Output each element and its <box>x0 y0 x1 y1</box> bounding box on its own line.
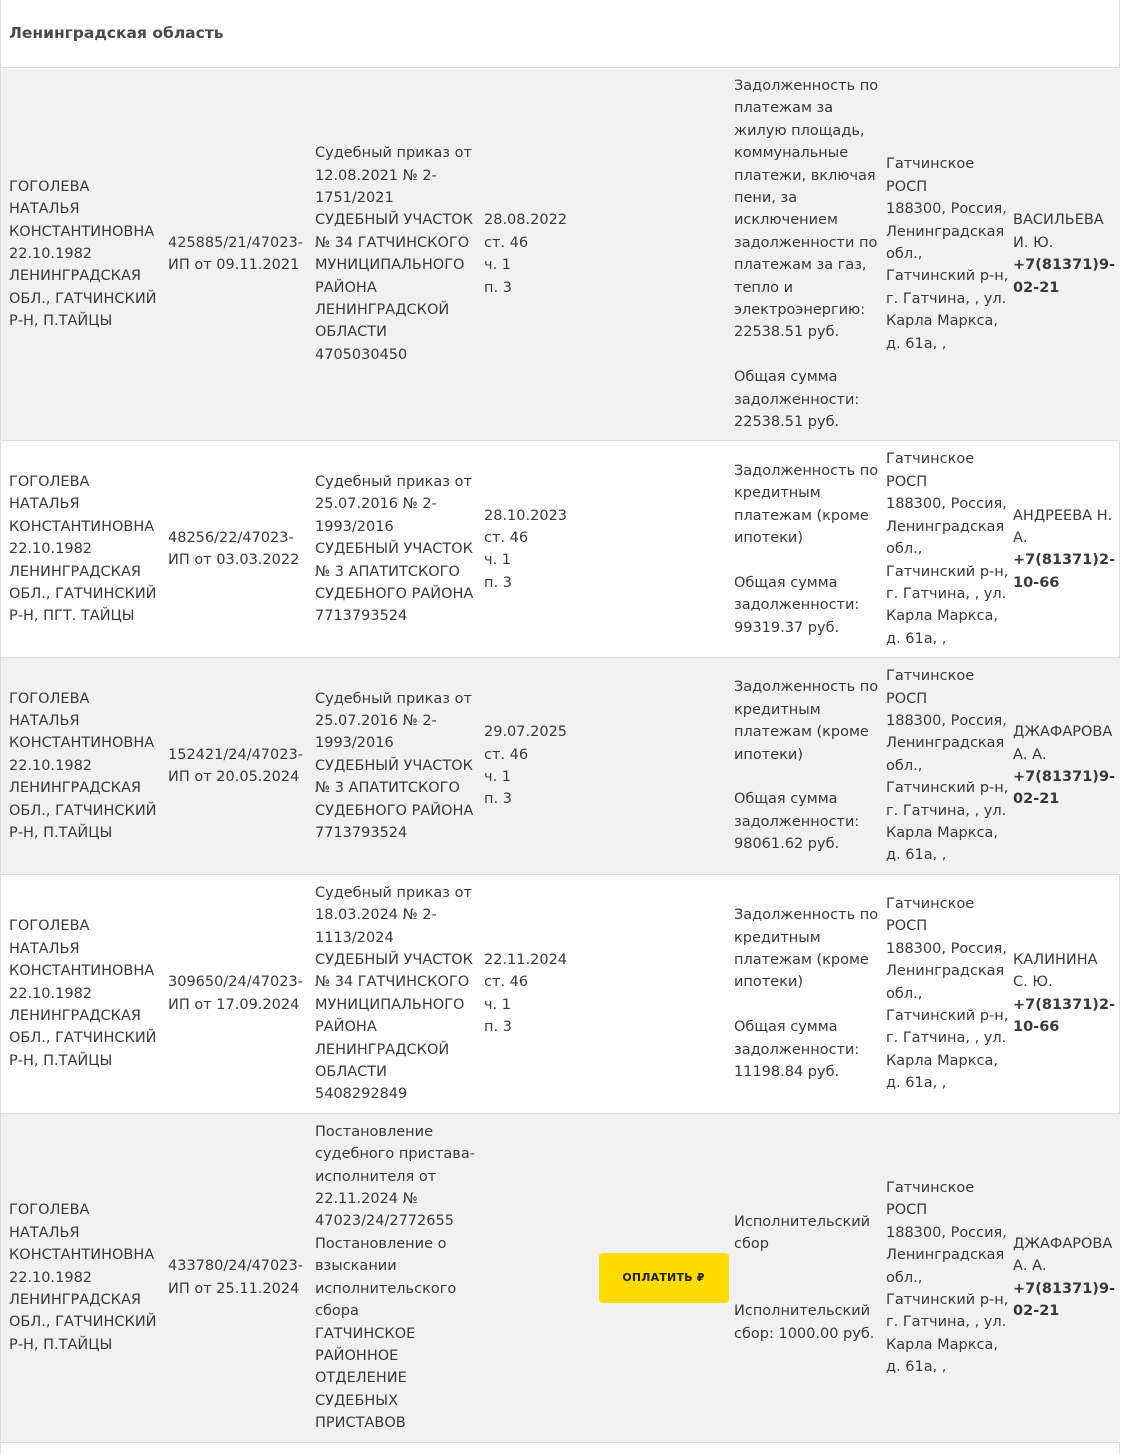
table-row <box>1 874 1120 1113</box>
department-line: обл., <box>886 541 923 558</box>
document-line: 18.03.2024 № 2- <box>315 907 437 924</box>
document-line: сбора <box>315 1303 359 1320</box>
subject-line: сбор <box>734 1235 769 1252</box>
document-line: РАЙОНА <box>315 1019 377 1036</box>
spacer <box>734 344 882 366</box>
region-title: Ленинградская область <box>1 0 1119 68</box>
document-line: № 34 ГАТЧИНСКОГО <box>315 234 470 251</box>
proceeding-cell <box>168 68 315 441</box>
end-reason-cell <box>484 874 597 1113</box>
debtor-line: Р-Н, П.ТАЙЦЫ <box>9 313 113 330</box>
proceeding-cell <box>168 874 315 1113</box>
debtor-line: 22.10.1982 <box>9 246 93 263</box>
end-reason-line: 28.08.2022 <box>484 212 568 229</box>
department-line: РОСП <box>886 178 928 195</box>
bailiff-line: С. Ю. <box>1013 974 1053 991</box>
end-reason-line: п. 3 <box>484 574 512 591</box>
subject-line: коммунальные <box>734 145 849 162</box>
end-reason-line: ч. 1 <box>484 768 512 785</box>
document-line: Постановление <box>315 1123 433 1140</box>
department-line: РОСП <box>886 690 928 707</box>
table-row <box>1 658 1120 875</box>
debtor-line: ОБЛ., ГАТЧИНСКИЙ <box>9 585 157 602</box>
document-line: 5408292849 <box>315 1086 408 1103</box>
debtor-line: ЛЕНИНГРАДСКАЯ <box>9 563 141 580</box>
phone-line: 10-66 <box>1013 1019 1060 1036</box>
subject-cell <box>734 1113 886 1442</box>
bailiff-line: ДЖАФАРОВА <box>1013 1235 1113 1252</box>
subject-line: платежи, включая <box>734 167 876 184</box>
phone-line: 02-21 <box>1013 1303 1060 1320</box>
subject-line: платежам за газ, <box>734 257 867 274</box>
bailiff-cell <box>1013 874 1120 1113</box>
document-line: 1993/2016 <box>315 518 394 535</box>
total-line: 11198.84 руб. <box>734 1064 840 1081</box>
department-line: г. Гатчина, , ул. <box>886 290 1007 307</box>
department-line: г. Гатчина, , ул. <box>886 585 1007 602</box>
department-line: Ленинградская <box>886 963 1005 980</box>
subject-line: ипотеки) <box>734 529 803 546</box>
document-line: СУДЕБНЫЙ УЧАСТОК <box>315 212 473 229</box>
document-line: СУДЕБНОГО РАЙОНА <box>315 802 474 819</box>
debtor-line: 22.10.1982 <box>9 541 93 558</box>
document-line: ГАТЧИНСКОЕ <box>315 1325 416 1342</box>
debtor-line: КОНСТАНТИНОВНА <box>9 223 155 240</box>
debtor-line: Р-Н, П.ТАЙЦЫ <box>9 1052 113 1069</box>
department-line: Ленинградская <box>886 735 1005 752</box>
total-line: Исполнительский <box>734 1303 871 1320</box>
phone-line: 02-21 <box>1013 279 1060 296</box>
bailiff-line: ДЖАФАРОВА <box>1013 724 1113 741</box>
document-line: Судебный приказ от <box>315 145 472 162</box>
subject-line: кредитным <box>734 929 821 946</box>
phone-line: 10-66 <box>1013 574 1060 591</box>
subject-cell <box>734 441 886 658</box>
document-line: № 3 АПАТИТСКОГО <box>315 563 460 580</box>
department-line: Ленинградская <box>886 223 1005 240</box>
document-line: № 34 ГАТЧИНСКОГО <box>315 974 470 991</box>
subject-line: тепло и <box>734 279 794 296</box>
debtor-line: ОБЛ., ГАТЧИНСКИЙ <box>9 290 157 307</box>
document-line: МУНИЦИПАЛЬНОГО <box>315 996 465 1013</box>
proceeding-cell <box>168 441 315 658</box>
subject-line: 22538.51 руб. <box>734 324 840 341</box>
document-line: 47023/24/2772655 <box>315 1213 454 1230</box>
spacer <box>734 766 882 788</box>
debtor-line: НАТАЛЬЯ <box>9 712 80 729</box>
subject-line: кредитным <box>734 701 821 718</box>
phone-line: 02-21 <box>1013 791 1060 808</box>
department-cell <box>886 658 1013 875</box>
document-line: ОБЛАСТИ <box>315 324 388 341</box>
debtor-line: НАТАЛЬЯ <box>9 940 80 957</box>
end-reason-line: ст. 46 <box>484 234 529 251</box>
phone-line: +7(81371)9- <box>1013 768 1116 785</box>
document-line: СУДЕБНОГО РАЙОНА <box>315 585 474 602</box>
department-line: Гатчинское <box>886 896 975 912</box>
spacer <box>734 994 882 1016</box>
debtor-cell <box>1 874 168 1113</box>
pay-button[interactable]: ОПЛАТИТЬ ₽ <box>599 1253 729 1303</box>
subject-line: платежам (кроме <box>734 724 869 741</box>
document-line: исполнительского <box>315 1280 457 1297</box>
pay-cell <box>597 441 734 658</box>
phone-line: +7(81371)9- <box>1013 1280 1116 1297</box>
total-line: Общая сумма <box>734 369 838 386</box>
phone-line: +7(81371)2- <box>1013 996 1116 1013</box>
department-line: д. 61а, , <box>886 630 947 647</box>
document-line: взыскании <box>315 1258 397 1275</box>
end-reason-cell <box>484 1113 597 1442</box>
end-reason-line: п. 3 <box>484 279 512 296</box>
department-line: Гатчинский р-н, <box>886 1008 1009 1025</box>
debtor-line: ЛЕНИНГРАДСКАЯ <box>9 780 141 797</box>
total-line: задолженности: <box>734 597 860 614</box>
department-line: Гатчинское <box>886 156 975 173</box>
bailiff-line: ВАСИЛЬЕВА <box>1013 212 1104 229</box>
department-line: Гатчинское <box>886 1179 975 1196</box>
end-reason-line: ч. 1 <box>484 257 512 274</box>
debtor-line: ЛЕНИНГРАДСКАЯ <box>9 268 141 285</box>
debtor-line: ГОГОЛЕВА <box>9 1202 90 1219</box>
pay-cell <box>597 68 734 441</box>
subject-line: задолженности по <box>734 234 878 251</box>
total-line: задолженности: <box>734 1041 860 1058</box>
department-cell <box>886 1113 1013 1442</box>
department-line: Карла Маркса, <box>886 824 998 841</box>
department-line: 188300, Россия, <box>886 201 1007 218</box>
debtor-line: НАТАЛЬЯ <box>9 201 80 218</box>
document-line: 25.07.2016 № 2- <box>315 496 437 513</box>
proceeding-line: ИП от 20.05.2024 <box>168 768 300 785</box>
debtor-line: ГОГОЛЕВА <box>9 473 90 490</box>
department-line: д. 61а, , <box>886 335 947 352</box>
department-cell <box>886 874 1013 1113</box>
debtor-line: 22.10.1982 <box>9 757 93 774</box>
document-line: ЛЕНИНГРАДСКОЙ <box>315 1041 450 1058</box>
department-line: 188300, Россия, <box>886 712 1007 729</box>
debtor-line: ЛЕНИНГРАДСКАЯ <box>9 1008 141 1025</box>
proceeding-line: ИП от 03.03.2022 <box>168 552 300 569</box>
proceeding-line: ИП от 17.09.2024 <box>168 996 300 1013</box>
debtor-line: НАТАЛЬЯ <box>9 496 80 513</box>
proceeding-line: 152421/24/47023- <box>168 746 303 763</box>
department-line: Гатчинское <box>886 668 975 685</box>
debtor-line: ГОГОЛЕВА <box>9 690 90 707</box>
department-line: 188300, Россия, <box>886 1224 1007 1241</box>
document-line: № 3 АПАТИТСКОГО <box>315 780 460 797</box>
end-reason-cell <box>484 68 597 441</box>
subject-line: жилую площадь, <box>734 122 865 139</box>
spacer <box>734 549 882 571</box>
subject-line: исключением <box>734 212 838 229</box>
document-cell <box>315 68 484 441</box>
table-row <box>1 1113 1120 1442</box>
subject-line: Задолженность по <box>734 907 879 924</box>
subject-line: ипотеки) <box>734 746 803 763</box>
bailiff-cell <box>1013 658 1120 875</box>
document-cell <box>315 658 484 875</box>
subject-line: платежам (кроме <box>734 507 869 524</box>
subject-line: Исполнительский <box>734 1213 871 1230</box>
document-line: СУДЕБНЫЙ УЧАСТОК <box>315 757 473 774</box>
document-line: исполнителя от <box>315 1168 437 1185</box>
end-reason-line: 29.07.2025 <box>484 724 568 741</box>
phone-line: +7(81371)9- <box>1013 257 1116 274</box>
total-line: 98061.62 руб. <box>734 836 840 853</box>
department-line: Гатчинский р-н, <box>886 780 1009 797</box>
end-reason-line: п. 3 <box>484 791 512 808</box>
end-reason-line: 28.10.2023 <box>484 507 568 524</box>
document-line: 7713793524 <box>315 824 408 841</box>
pay-cell <box>597 874 734 1113</box>
department-line: Гатчинский р-н, <box>886 563 1009 580</box>
end-reason-line: 22.11.2024 <box>484 952 568 969</box>
document-line: Судебный приказ от <box>315 884 472 901</box>
end-reason-cell <box>484 658 597 875</box>
end-reason-line: ст. 46 <box>484 974 529 991</box>
end-reason-line: п. 3 <box>484 1019 512 1036</box>
subject-line: платежам за <box>734 100 834 117</box>
subject-line: платежам (кроме <box>734 952 869 969</box>
department-line: д. 61а, , <box>886 847 947 864</box>
document-line: ОБЛАСТИ <box>315 1064 388 1081</box>
debtor-cell <box>1 441 168 658</box>
debtor-cell <box>1 1113 168 1442</box>
pay-cell <box>597 1113 734 1442</box>
debtor-line: Р-Н, П.ТАЙЦЫ <box>9 1336 113 1353</box>
bailiff-line: КАЛИНИНА <box>1013 952 1098 969</box>
subject-line: электроэнергию: <box>734 302 866 319</box>
department-line: г. Гатчина, , ул. <box>886 802 1007 819</box>
bailiff-line: АНДРЕЕВА Н. <box>1013 507 1113 524</box>
department-line: обл., <box>886 246 923 263</box>
total-line: 22538.51 руб. <box>734 414 840 431</box>
debtor-line: ОБЛ., ГАТЧИНСКИЙ <box>9 1314 157 1331</box>
subject-line: ипотеки) <box>734 974 803 991</box>
subject-line: Задолженность по <box>734 462 879 479</box>
proceeding-line: 425885/21/47023- <box>168 234 303 251</box>
total-line: Общая сумма <box>734 791 838 808</box>
department-line: г. Гатчина, , ул. <box>886 1314 1007 1331</box>
department-cell <box>886 441 1013 658</box>
end-reason-line: ст. 46 <box>484 746 529 763</box>
total-line: 99319.37 руб. <box>734 619 840 636</box>
department-line: РОСП <box>886 918 928 935</box>
subject-cell <box>734 68 886 441</box>
total-line: Общая сумма <box>734 1019 838 1036</box>
end-reason-cell <box>484 441 597 658</box>
document-line: РАЙОНА <box>315 279 377 296</box>
subject-line: Задолженность по <box>734 679 879 696</box>
debtor-line: КОНСТАНТИНОВНА <box>9 518 155 535</box>
phone-line: +7(81371)2- <box>1013 552 1116 569</box>
proceeding-line: 48256/22/47023- <box>168 529 294 546</box>
subject-line: Задолженность по <box>734 78 879 94</box>
document-cell <box>315 441 484 658</box>
table-row <box>1 441 1120 658</box>
bailiff-line: И. Ю. <box>1013 234 1054 251</box>
department-line: г. Гатчина, , ул. <box>886 1030 1007 1047</box>
document-line: ОТДЕЛЕНИЕ <box>315 1370 407 1387</box>
bailiff-cell <box>1013 441 1120 658</box>
debtor-line: ГОГОЛЕВА <box>9 178 90 195</box>
bailiff-cell <box>1013 1113 1120 1442</box>
proceeding-line: 433780/24/47023- <box>168 1258 303 1275</box>
department-line: Карла Маркса, <box>886 608 998 625</box>
total-line: Общая сумма <box>734 574 838 591</box>
department-line: Ленинградская <box>886 518 1005 535</box>
document-line: Судебный приказ от <box>315 473 472 490</box>
debtor-line: КОНСТАНТИНОВНА <box>9 735 155 752</box>
document-line: РАЙОННОЕ <box>315 1347 399 1364</box>
department-line: Гатчинское <box>886 451 975 468</box>
document-line: 1993/2016 <box>315 735 394 752</box>
debts-table <box>1 68 1120 1443</box>
document-line: СУДЕБНЫХ <box>315 1392 399 1409</box>
proceeding-cell <box>168 1113 315 1442</box>
bailiff-cell <box>1013 68 1120 441</box>
end-reason-line: ч. 1 <box>484 552 512 569</box>
department-line: Карла Маркса, <box>886 313 998 330</box>
debtor-line: ЛЕНИНГРАДСКАЯ <box>9 1291 141 1308</box>
pay-cell <box>597 658 734 875</box>
spacer <box>734 1278 882 1300</box>
document-line: 25.07.2016 № 2- <box>315 712 437 729</box>
document-line: судебного пристава- <box>315 1146 475 1163</box>
debtor-line: 22.10.1982 <box>9 1269 93 1286</box>
end-reason-line: ч. 1 <box>484 996 512 1013</box>
document-line: Судебный приказ от <box>315 690 472 707</box>
bailiff-line: А. А. <box>1013 1258 1047 1275</box>
department-cell <box>886 68 1013 441</box>
department-line: обл., <box>886 757 923 774</box>
bailiff-line: А. <box>1013 529 1028 546</box>
debtor-line: ОБЛ., ГАТЧИНСКИЙ <box>9 802 157 819</box>
document-line: 7713793524 <box>315 608 408 625</box>
department-line: обл., <box>886 985 923 1002</box>
proceeding-line: ИП от 25.11.2024 <box>168 1280 300 1297</box>
proceeding-line: ИП от 09.11.2021 <box>168 257 300 274</box>
table-row <box>1 68 1120 441</box>
debtor-line: КОНСТАНТИНОВНА <box>9 963 155 980</box>
document-line: 4705030450 <box>315 346 408 363</box>
debtor-line: Р-Н, П.ТАЙЦЫ <box>9 824 113 841</box>
proceeding-cell <box>168 658 315 875</box>
document-line: МУНИЦИПАЛЬНОГО <box>315 257 465 274</box>
total-line: задолженности: <box>734 391 860 408</box>
document-line: 1751/2021 <box>315 190 394 207</box>
proceeding-line: 309650/24/47023- <box>168 974 303 991</box>
document-line: 22.11.2024 № <box>315 1191 418 1208</box>
bailiff-line: А. А. <box>1013 746 1047 763</box>
end-reason-line: ст. 46 <box>484 529 529 546</box>
debtor-line: КОНСТАНТИНОВНА <box>9 1247 155 1264</box>
department-line: Карла Маркса, <box>886 1336 998 1353</box>
total-line: сбор: 1000.00 руб. <box>734 1325 875 1342</box>
department-line: Карла Маркса, <box>886 1052 998 1069</box>
debtor-cell <box>1 68 168 441</box>
debtor-line: ОБЛ., ГАТЧИНСКИЙ <box>9 1030 157 1047</box>
department-line: Гатчинский р-н, <box>886 1291 1009 1308</box>
department-line: д. 61а, , <box>886 1075 947 1092</box>
department-line: обл., <box>886 1269 923 1286</box>
document-line: 1113/2024 <box>315 929 394 946</box>
document-line: СУДЕБНЫЙ УЧАСТОК <box>315 541 473 558</box>
document-line: Постановление о <box>315 1235 447 1252</box>
debtor-line: ГОГОЛЕВА <box>9 918 90 935</box>
department-line: 188300, Россия, <box>886 496 1007 513</box>
subject-cell <box>734 874 886 1113</box>
debtor-line: НАТАЛЬЯ <box>9 1224 80 1241</box>
subject-cell <box>734 658 886 875</box>
department-line: 188300, Россия, <box>886 940 1007 957</box>
subject-line: пени, за <box>734 190 798 207</box>
department-line: д. 61а, , <box>886 1359 947 1376</box>
total-line: задолженности: <box>734 813 860 830</box>
department-line: Ленинградская <box>886 1247 1005 1264</box>
document-cell <box>315 1113 484 1442</box>
subject-line: кредитным <box>734 485 821 502</box>
document-cell <box>315 874 484 1113</box>
department-line: РОСП <box>886 1202 928 1219</box>
document-line: ПРИСТАВОВ <box>315 1415 406 1432</box>
department-line: Гатчинский р-н, <box>886 268 1009 285</box>
document-line: СУДЕБНЫЙ УЧАСТОК <box>315 952 473 969</box>
debtor-line: Р-Н, ПГТ. ТАЙЦЫ <box>9 608 135 625</box>
document-line: 12.08.2021 № 2- <box>315 167 437 184</box>
debtor-line: 22.10.1982 <box>9 985 93 1002</box>
debtor-cell <box>1 658 168 875</box>
spacer <box>734 1255 882 1277</box>
department-line: РОСП <box>886 473 928 490</box>
document-line: ЛЕНИНГРАДСКОЙ <box>315 302 450 319</box>
